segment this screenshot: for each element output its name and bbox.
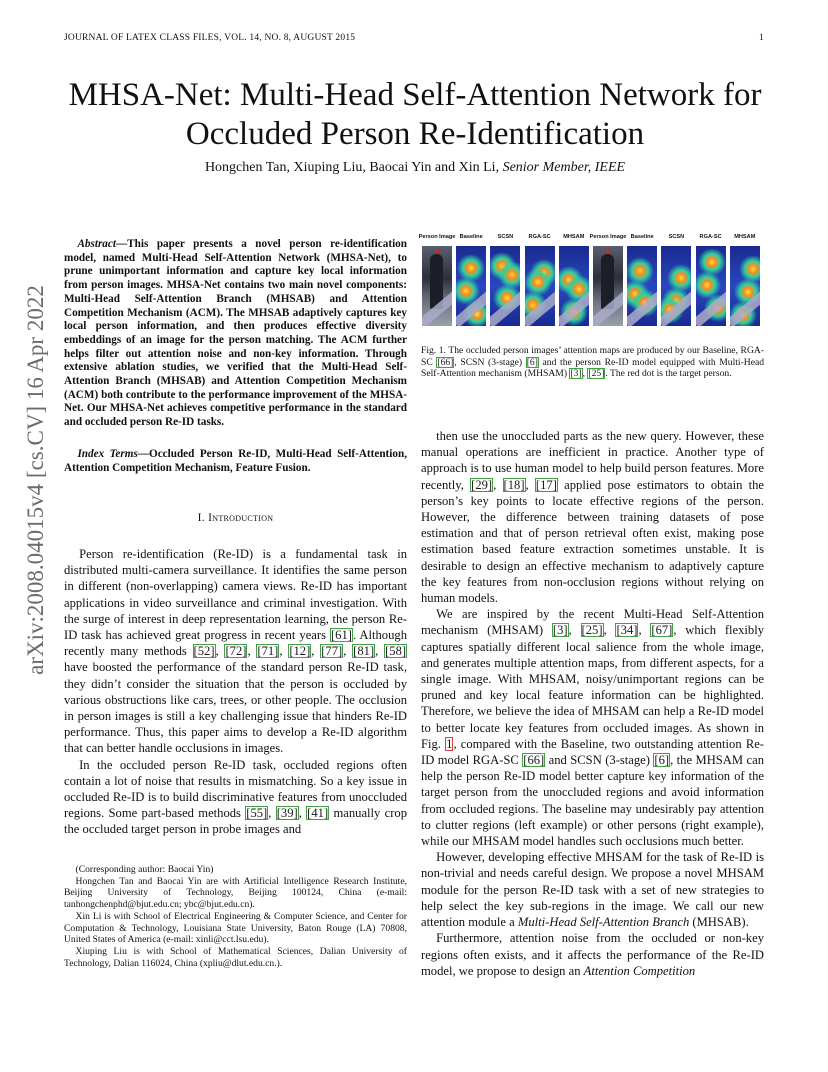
running-header <box>64 33 764 43</box>
footnote: (Corresponding author: Baocai Yin) <box>75 864 214 875</box>
citation-link[interactable]: [66] <box>437 356 454 368</box>
figure-column-label: Baseline <box>459 234 483 240</box>
paragraph: We are inspired by the recent Multi-Head Self-Attention mechanism (MHSAM) [3], [25], [34], [67], which flexibly captures spatially different local salience from the whole image, and generates multiple attention maps, from different aspects, for a single image. With MHSAM, noisy/unimportant regions can be pruned and key local feature information can be highlighted. Therefore, we believe the idea of MHSAM can help a Re-ID model to better locate key features from occluded images. As shown in Fig. 1, compared with the Baseline, two outstanding attention Re-ID model RGA-SC [66] and SCSN (3-stage) [6], the MHSAM can help the person Re-ID model better capture key information of the target person from the unoccluded regions and avoid information from occluded regions. The baseline may undesirably pay attention to clutter regions (left example) or other persons (right example), while our MHSAM model handles such occlusions much better. <box>421 607 765 849</box>
page-number: 1 <box>759 33 764 43</box>
citation-link[interactable]: [18] <box>503 477 525 492</box>
citation-link[interactable]: [58] <box>385 644 407 659</box>
figure-attention-maps <box>418 234 764 326</box>
citation-link[interactable]: [34] <box>616 623 638 638</box>
citation-link[interactable]: [29] <box>471 477 493 492</box>
occlusion-stripe <box>696 290 726 326</box>
citation-link[interactable]: [72] <box>225 644 247 659</box>
attention-map-thumbnail <box>730 246 760 326</box>
index-terms-text: —Occluded Person Re-ID, Multi-Head Self-Attention, Attention Competition Mechanism, Feature Fusion. <box>64 448 407 474</box>
author-role: Senior Member, IEEE <box>502 160 626 175</box>
attention-map-thumbnail <box>525 246 555 326</box>
occlusion-stripe <box>730 290 760 326</box>
person-image-thumbnail <box>593 246 623 326</box>
arxiv-stamp-text: arXiv:2008.04015v4 [cs.CV] 16 Apr 2022 <box>23 285 48 675</box>
citation-link[interactable]: [67] <box>651 623 673 638</box>
target-red-dot <box>435 250 439 254</box>
citation-link[interactable]: [61] <box>330 628 352 643</box>
attention-map-thumbnail <box>456 246 486 326</box>
attention-map-thumbnail <box>661 246 691 326</box>
citation-link[interactable]: [52] <box>193 644 215 659</box>
italic-term: Attention Competition <box>583 963 696 978</box>
figure-reference-link[interactable]: 1 <box>446 736 453 751</box>
citation-link[interactable]: [39] <box>276 806 298 821</box>
figure-caption: Fig. 1. The occluded person images’ attention maps are produced by our Baseline, RGA-SC [66], SCSN (3-stage) [6] and the person Re-ID model equipped with Multi-Head Self-Attention mechanism (MHSAM) [3], [25]. The red dot is the target person. <box>421 345 765 380</box>
author-names: Hongchen Tan, Xiuping Liu, Baocai Yin and Xin Li, <box>204 160 500 175</box>
occlusion-stripe <box>525 290 555 326</box>
paper-title: MHSA-Net: Multi-Head Self-Attention Network for Occluded Person Re-Identification <box>68 77 762 152</box>
paragraph: However, developing effective MHSAM for the task of Re-ID is non-trivial and needs careful design. We propose a novel MHSAM module for the person Re-ID task with a set of new strategies to help select the key sub-regions in the image. We call our new attention module a Multi-Head Self-Attention Branch (MHSAB). <box>421 850 764 930</box>
citation-link[interactable]: [71] <box>257 644 279 659</box>
citation-link[interactable]: [3] <box>552 623 568 638</box>
figure-column-label: RGA-SC <box>699 234 722 240</box>
citation-link[interactable]: [81] <box>353 644 375 659</box>
italic-term: Multi-Head Self-Attention Branch <box>517 915 690 930</box>
citation-link[interactable]: [6] <box>526 356 538 368</box>
paragraph: Person re-identification (Re-ID) is a fundamental task in distributed multi-camera surveillance. It identifies the same person in different (non-overlapping) camera views. Re-ID has important applications in video surveillance and criminal investigation. With the surge of interest in deep representation learning, the person Re-ID task has achieved great progress in recent years [61]. Although recently many methods [52], [72], [71], [12], [77], [81], [58] have boosted the performance of the standard person Re-ID task, they didn’t consider the situation that the person is occluded by various obstructions like cars, trees, or other people. The occlusion in person images is still a key challenging issue that hinders Re-ID performance. Thus, this paper aims to develop a Re-ID algorithm that can better handle occlusions in images. <box>64 547 407 756</box>
abstract-text: —This paper presents a novel person re-identification model, named Multi-Head Self-Attention Network (MHSA-Net), to prune unimportant information and capture key local information from person images. MHSA-Net contains two main novel components: Multi-Head Self-Attention Branch (MHSAB) and Attention Competition Mechanism (ACM). The MHSAB adaptively captures key local person information, and then produces effective diversity embeddings of an image for the person matching. The ACM further helps filter out attention noise and non-key information. Through extensive ablation studies, we verified that the Multi-Head Self-Attention Branch (MHSAB) and Attention Competition Mechanism (ACM) both contribute to the performance improvement of the MHSA-Net. Our MHSA-Net achieves competitive performance in the standard and occluded person Re-ID tasks. <box>64 238 407 429</box>
figure-column-label: RGA-SC <box>528 234 551 240</box>
index-terms-label: Index Terms <box>77 448 138 460</box>
abstract <box>64 238 407 430</box>
abstract-label: Abstract <box>77 238 116 250</box>
right-column-body <box>421 428 764 979</box>
attention-map-thumbnail <box>559 246 589 326</box>
occlusion-stripe <box>456 290 486 326</box>
index-terms <box>64 448 407 475</box>
footnote: Xin Li is with School of Electrical Engineering & Computer Science, and Center for Computation & Technology, Louisiana State University, Baton Rouge (LA) 70808, United States of America (e-mail: xinli@cct.lsu.edu). <box>64 910 407 946</box>
citation-link[interactable]: [77] <box>321 644 343 659</box>
figure-column-label: MHSAM <box>734 234 756 240</box>
occlusion-stripe <box>559 290 589 326</box>
citation-link[interactable]: [17] <box>535 477 557 492</box>
paragraph: Furthermore, attention noise from the occluded or non-key regions often exists, and it affects the performance of the Re-ID model, we propose to design an Attention Competition <box>421 931 764 978</box>
attention-map-thumbnail <box>696 246 726 326</box>
author-list <box>40 160 790 176</box>
figure-column-label: MHSAM <box>563 234 585 240</box>
figure-column-label: Baseline <box>630 234 654 240</box>
citation-link[interactable]: [41] <box>307 806 329 821</box>
citation-link[interactable]: [6] <box>654 753 670 768</box>
attention-map-thumbnail <box>627 246 657 326</box>
figure-column-label: Person Image <box>589 234 627 240</box>
journal-name: JOURNAL OF LATEX CLASS FILES, VOL. 14, NO. 8, AUGUST 2015 <box>64 33 356 43</box>
footnote: Xiuping Liu is with School of Mathematical Sciences, Dalian University of Technology, Dalian 116024, China (xpliu@dlut.edu.cn.). <box>64 945 407 969</box>
left-column-body <box>64 546 407 838</box>
figure-column-label: SCSN <box>497 234 514 240</box>
occlusion-stripe <box>490 290 520 326</box>
person-image-thumbnail <box>422 246 452 326</box>
paragraph: then use the unoccluded parts as the new query. However, these manual operations are inefficient in practice. Another type of approach is to use human model to help build person features. More recently, [29], [18], [17] applied pose estimators to obtain the person’s key points to locate effective regions of the person. However, the difference between training datasets of pose estimation and that of person retrieval often exist, making pose estimation based feature extraction sometimes unstable. It is desirable to design an effective mechanism to adaptively capture the key features from non-occlusion regions without relying on human models. <box>421 429 764 606</box>
occlusion-stripe <box>661 290 691 326</box>
section-heading <box>64 512 407 524</box>
citation-link[interactable]: [25] <box>588 368 605 380</box>
occlusion-stripe <box>627 290 657 326</box>
citation-link[interactable]: [66] <box>523 753 545 768</box>
figure-column-label: Person Image <box>418 234 456 240</box>
attention-map-thumbnail <box>490 246 520 326</box>
citation-link[interactable]: [3] <box>570 368 582 380</box>
figure-column-labels <box>418 234 764 244</box>
section-number: I. <box>197 512 205 524</box>
citation-link[interactable]: [55] <box>246 806 268 821</box>
paragraph: In the occluded person Re-ID task, occluded regions often contain a lot of noise that results in mismatching. So a key issue in occluded Re-ID is to build discriminative features from unoccluded regions. Some part-based methods [55], [39], [41] manually crop the occluded target person in probe images and <box>64 757 408 837</box>
figure-column-label: SCSN <box>668 234 685 240</box>
target-red-dot <box>606 250 610 254</box>
footnotes <box>64 864 407 969</box>
arxiv-stamp <box>22 285 50 675</box>
citation-link[interactable]: [12] <box>289 644 311 659</box>
footnote: Hongchen Tan and Baocai Yin are with Artificial Intelligence Research Institute, Beijing University of Technology, Beijing 100124, China (e-mail: tanhongchenphd@bjut.edu.cn; ybc@bjut.edu.cn). <box>64 875 407 911</box>
citation-link[interactable]: [25] <box>581 623 603 638</box>
section-title: Introduction <box>208 512 274 524</box>
